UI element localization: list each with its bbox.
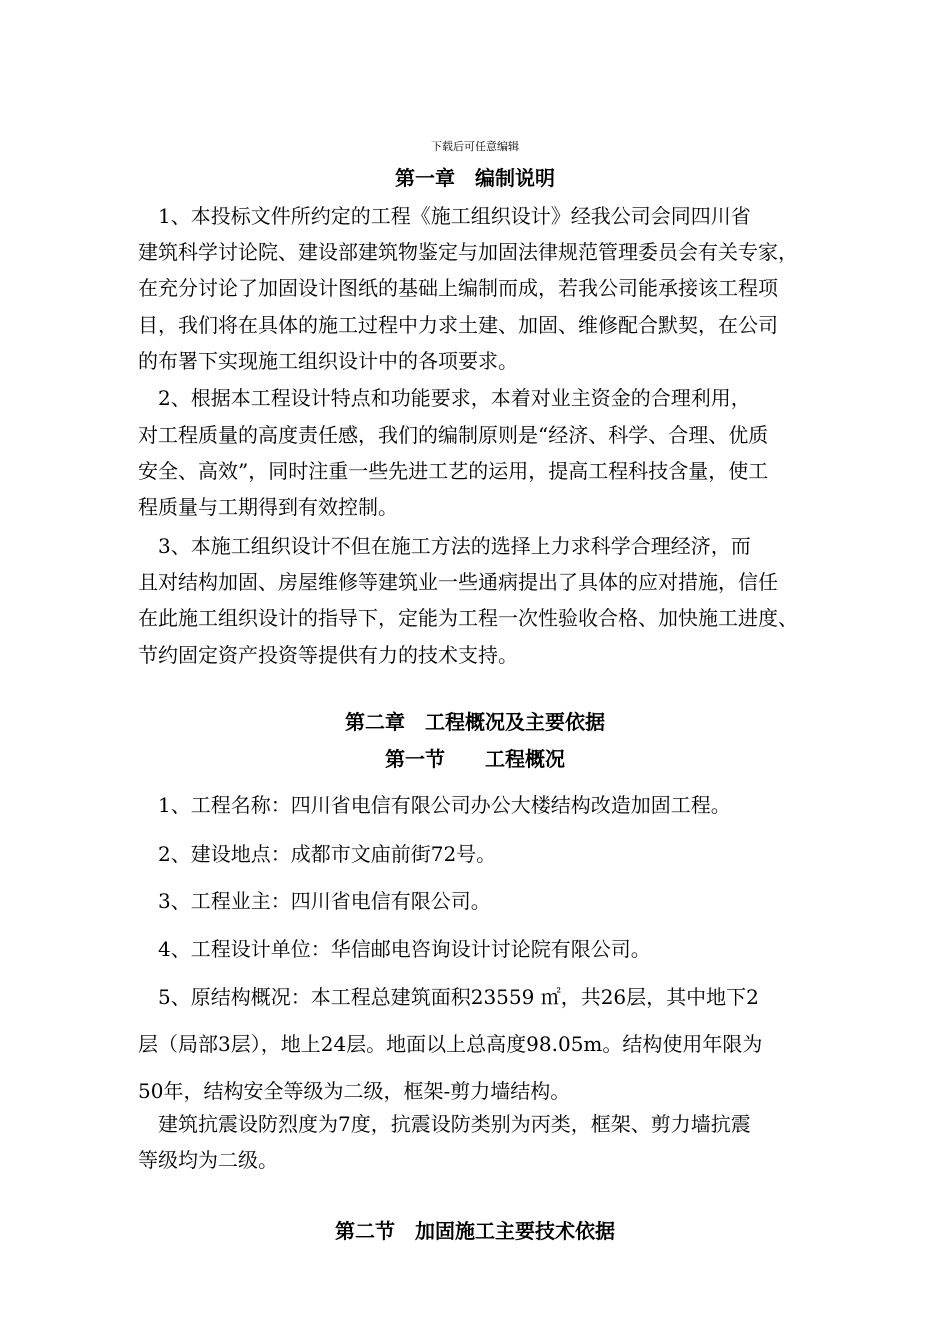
paragraph-line: 且对结构加固、房屋维修等建筑业一些通病提出了具体的应对措施，信任 xyxy=(138,570,778,594)
header-note: 下载后可任意编辑 xyxy=(431,140,519,153)
info-line: 1、工程名称：四川省电信有限公司办公大楼结构改造加固工程。 xyxy=(138,793,731,817)
paragraph-line: 1、本投标文件所约定的工程《施工组织设计》经我公司会同四川省 xyxy=(138,204,751,228)
info-line: 2、建设地点：成都市文庙前街72号。 xyxy=(138,842,497,866)
paragraph-line: 3、本施工组织设计不但在施工方法的选择上力求科学合理经济，而 xyxy=(138,534,751,558)
seismic-line: 建筑抗震设防烈度为7度，抗震设防类别为丙类，框架、剪力墙抗震 xyxy=(138,1112,751,1136)
paragraph-line: 对工程质量的高度责任感，我们的编制原则是“经济、科学、合理、优质 xyxy=(138,423,769,447)
info-line: 50年，结构安全等级为二级，框架-剪力墙结构。 xyxy=(138,1079,571,1103)
info-line: 4、工程设计单位：华信邮电咨询设计讨论院有限公司。 xyxy=(138,937,651,961)
paragraph-line: 在充分讨论了加固设计图纸的基础上编制而成，若我公司能承接该工程项 xyxy=(138,276,778,300)
info-line: 5、原结构概况：本工程总建筑面积23559 ㎡，共26层，其中地下2 xyxy=(138,985,759,1009)
paragraph-line: 安全、高效”，同时注重一些先进工艺的运用，提高工程科技含量，使工 xyxy=(138,459,769,483)
paragraph-line: 程质量与工期得到有效控制。 xyxy=(138,495,398,519)
section2-title: 第二节 加固施工主要技术依据 xyxy=(335,1219,615,1243)
paragraph-line: 在此施工组织设计的指导下，定能为工程一次性验收合格、加快施工进度、 xyxy=(138,606,798,630)
chapter2-title: 第二章 工程概况及主要依据 xyxy=(345,710,605,734)
paragraph-line: 目，我们将在具体的施工过程中力求土建、加固、维修配合默契，在公司 xyxy=(138,313,778,337)
chapter1-title: 第一章 编制说明 xyxy=(395,166,555,190)
paragraph-line: 的布署下实现施工组织设计中的各项要求。 xyxy=(138,349,518,373)
seismic-line: 等级均为二级。 xyxy=(138,1148,278,1172)
paragraph-line: 节约固定资产投资等提供有力的技术支持。 xyxy=(138,643,518,667)
paragraph-line: 2、根据本工程设计特点和功能要求，本着对业主资金的合理利用， xyxy=(138,386,751,410)
info-line: 3、工程业主：四川省电信有限公司。 xyxy=(138,889,491,913)
paragraph-line: 建筑科学讨论院、建设部建筑物鉴定与加固法律规范管理委员会有关专家， xyxy=(138,240,798,264)
info-line: 层（局部3层），地上24层。地面以上总高度98.05m。结构使用年限为 xyxy=(138,1032,763,1056)
section1-title: 第一节 工程概况 xyxy=(385,747,565,771)
